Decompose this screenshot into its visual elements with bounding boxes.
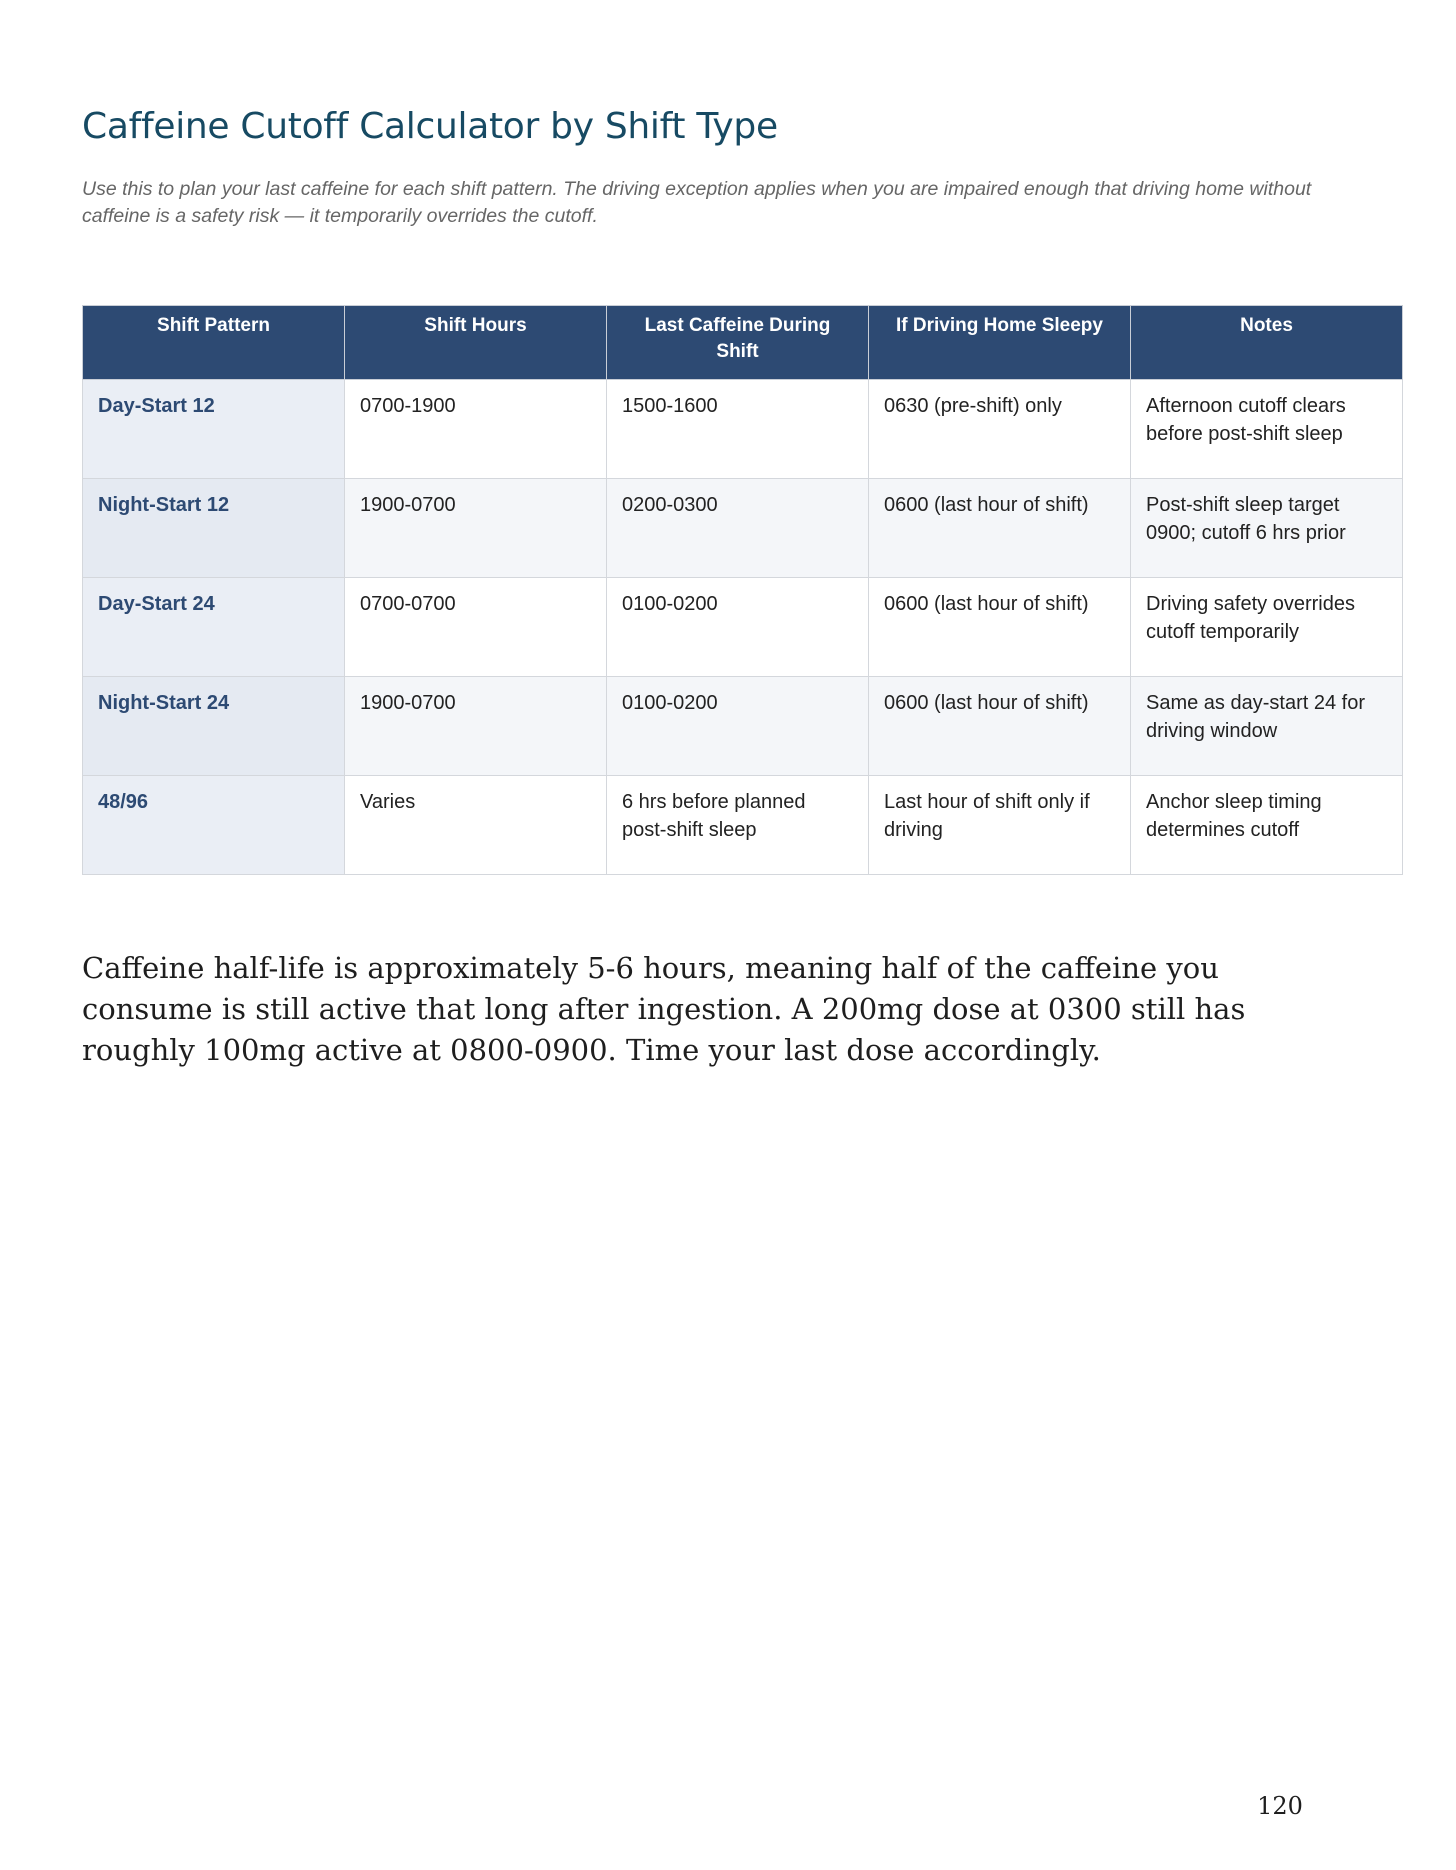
cell-notes: Afternoon cutoff clears before post-shift sleep (1131, 380, 1403, 479)
column-header-driving-home: If Driving Home Sleepy (869, 306, 1131, 380)
column-header-shift-hours: Shift Hours (345, 306, 607, 380)
cell-driving-home: 0600 (last hour of shift) (869, 677, 1131, 776)
cell-notes: Same as day-start 24 for driving window (1131, 677, 1403, 776)
cell-last-caffeine: 1500-1600 (607, 380, 869, 479)
cell-notes: Driving safety overrides cutoff temporarily (1131, 578, 1403, 677)
cell-last-caffeine: 6 hrs before planned post-shift sleep (607, 776, 869, 875)
cell-shift-pattern: Day-Start 12 (83, 380, 345, 479)
cell-last-caffeine: 0100-0200 (607, 578, 869, 677)
cell-shift-pattern: Night-Start 12 (83, 479, 345, 578)
column-header-notes: Notes (1131, 306, 1403, 380)
table-row (83, 677, 1403, 776)
cell-notes: Post-shift sleep target 0900; cutoff 6 hrs prior (1131, 479, 1403, 578)
cell-driving-home: Last hour of shift only if driving (869, 776, 1131, 875)
page-subtitle: Use this to plan your last caffeine for each shift pattern. The driving exception applies when you are impaired enough that driving home without caffeine is a safety risk — it temporarily overrides the cutoff. (82, 178, 1312, 227)
cell-shift-hours: 1900-0700 (345, 677, 607, 776)
cell-shift-hours: Varies (345, 776, 607, 875)
cell-shift-hours: 0700-1900 (345, 380, 607, 479)
cell-shift-pattern: Day-Start 24 (83, 578, 345, 677)
table-row (83, 578, 1403, 677)
table-row (83, 479, 1403, 578)
cell-driving-home: 0600 (last hour of shift) (869, 578, 1131, 677)
shift-cutoff-table (82, 305, 1403, 875)
cell-notes: Anchor sleep timing determines cutoff (1131, 776, 1403, 875)
body-paragraph: Caffeine half-life is approximately 5-6 hours, meaning half of the caffeine you consume is still active that long after ingestion. A 200mg dose at 0300 still has roughly 100mg active at 0800-0900. Time your last dose accordingly. (82, 951, 1246, 1067)
cell-shift-hours: 1900-0700 (345, 479, 607, 578)
cell-shift-hours: 0700-0700 (345, 578, 607, 677)
cell-driving-home: 0600 (last hour of shift) (869, 479, 1131, 578)
cell-last-caffeine: 0100-0200 (607, 677, 869, 776)
cell-shift-pattern: Night-Start 24 (83, 677, 345, 776)
page-title: Caffeine Cutoff Calculator by Shift Type (82, 106, 778, 147)
page-number: 120 (1257, 1792, 1303, 1820)
shift-table-container (82, 305, 1402, 875)
cell-shift-pattern: 48/96 (83, 776, 345, 875)
table-header-row (83, 306, 1403, 380)
column-header-shift-pattern: Shift Pattern (83, 306, 345, 380)
table-row (83, 776, 1403, 875)
cell-last-caffeine: 0200-0300 (607, 479, 869, 578)
column-header-last-caffeine: Last Caffeine During Shift (607, 306, 869, 380)
table-row (83, 380, 1403, 479)
cell-driving-home: 0630 (pre-shift) only (869, 380, 1131, 479)
